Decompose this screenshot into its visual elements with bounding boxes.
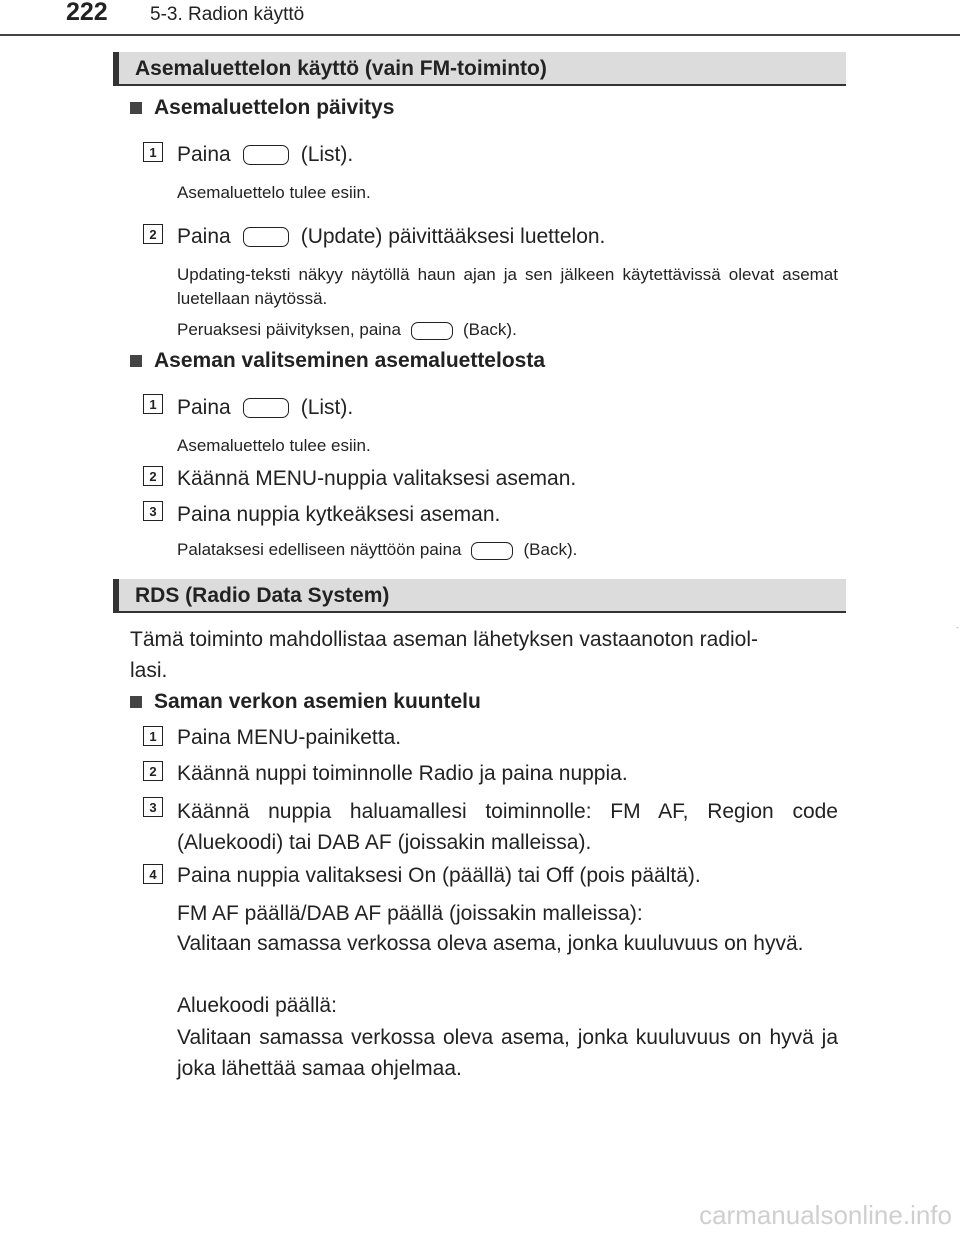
step-number: 4 xyxy=(143,864,163,884)
list-button-icon xyxy=(243,145,289,165)
step-text: Käännä nuppia haluamallesi toiminnolle: FM AF, Region code (Aluekoodi) tai DAB AF (joissakin malleissa). xyxy=(177,800,838,854)
subheading-same-network xyxy=(130,690,481,714)
note-pre-text: Peruaksesi päivityksen, paina xyxy=(177,320,401,339)
square-bullet-icon xyxy=(130,696,142,708)
note-text: Valitaan samassa verkossa oleva asema, jonka kuuluvuus on hyvä. xyxy=(177,932,804,955)
note-pre-text: Palataksesi edelliseen näyttöön paina xyxy=(177,540,462,559)
step-note-cancel xyxy=(177,320,517,340)
step-text: Paina MENU-painiketta. xyxy=(177,726,402,749)
note-label: Aluekoodi päällä: xyxy=(177,994,337,1017)
step-number: 1 xyxy=(143,142,163,162)
section-title-text: RDS (Radio Data System) xyxy=(135,584,390,607)
step-pre-text: Paina xyxy=(177,225,231,248)
square-bullet-icon xyxy=(130,102,142,114)
page-number: 222 xyxy=(66,0,108,26)
step-number: 2 xyxy=(143,224,163,244)
step-note: Asemaluettelo tulee esiin. xyxy=(177,436,371,455)
note-post-text: (Back). xyxy=(523,540,578,559)
step-number: 2 xyxy=(143,466,163,486)
list-button-icon xyxy=(243,398,289,418)
step-post-text: (List). xyxy=(300,143,354,166)
step-post-text: (Update) päivittääksesi luettelon. xyxy=(300,225,606,248)
step-text: Paina nuppia kytkeäksesi aseman. xyxy=(177,503,501,526)
section-title-rds xyxy=(113,579,846,613)
back-button-icon xyxy=(471,542,513,560)
step-text: Käännä MENU-nuppia valitaksesi aseman. xyxy=(177,467,577,490)
subheading-text: Aseman valitseminen asemaluettelosta xyxy=(154,349,546,372)
intro-line: Tämä toiminto mahdollistaa aseman lähetyksen vastaanoton radiol- xyxy=(130,628,759,651)
step-text xyxy=(177,143,353,167)
subheading-list-update xyxy=(130,96,394,120)
step-number: 2 xyxy=(143,761,163,781)
step-number: 1 xyxy=(143,394,163,414)
step-post-text: (List). xyxy=(300,396,354,419)
subheading-select-station xyxy=(130,349,545,373)
square-bullet-icon xyxy=(130,355,142,367)
step-number: 3 xyxy=(143,797,163,817)
step-text xyxy=(177,396,353,420)
step-text: Paina nuppia valitaksesi On (päällä) tai Off (pois päältä). xyxy=(177,864,701,887)
section-title-station-list xyxy=(113,52,846,86)
edge-mark: - xyxy=(956,623,959,632)
watermark: carmanualsonline.info xyxy=(699,1200,952,1230)
intro-line: lasi. xyxy=(130,659,168,682)
note-text: Valitaan samassa verkossa oleva asema, jonka kuuluvuus on hyvä ja joka lähettää samaa ohjelmaa. xyxy=(177,1026,838,1080)
note-label: FM AF päällä/DAB AF päällä (joissakin malleissa): xyxy=(177,902,643,925)
chapter-title: 5-3. Radion käyttö xyxy=(150,4,305,25)
subheading-text: Saman verkon asemien kuuntelu xyxy=(154,690,481,713)
step-pre-text: Paina xyxy=(177,143,231,166)
back-button-icon xyxy=(411,322,453,340)
update-button-icon xyxy=(243,227,289,247)
step-text xyxy=(177,225,605,249)
subheading-text: Asemaluettelon päivitys xyxy=(154,96,395,119)
note-post-text: (Back). xyxy=(462,320,517,339)
step-note-back xyxy=(177,540,577,560)
header-divider xyxy=(0,34,960,36)
section-title-text: Asemaluettelon käyttö (vain FM-toiminto) xyxy=(135,57,547,80)
step-note: Updating-teksti näkyy näytöllä haun ajan ja sen jälkeen käytettävissä olevat asemat luetellaan näytössä. xyxy=(177,265,838,308)
rds-intro xyxy=(130,624,838,686)
step-note: Asemaluettelo tulee esiin. xyxy=(177,183,371,202)
step-number: 3 xyxy=(143,501,163,521)
step-text: Käännä nuppi toiminnolle Radio ja paina nuppia. xyxy=(177,762,628,785)
step-number: 1 xyxy=(143,726,163,746)
step-pre-text: Paina xyxy=(177,396,231,419)
